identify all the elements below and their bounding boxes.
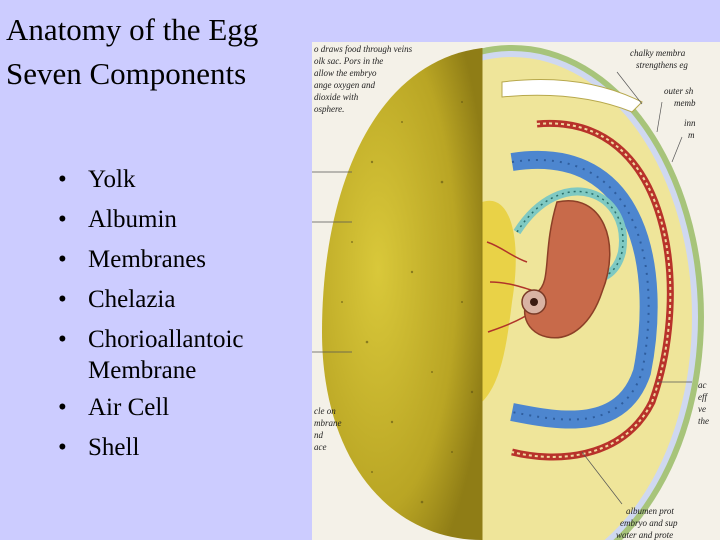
bottom-right-caption: albumen prot embryo and sup water and prote xyxy=(616,506,678,540)
list-item-text: Air Cell xyxy=(88,394,170,421)
slide-title xyxy=(6,8,258,96)
top-right-caption: chalky membra strengthens eg xyxy=(630,48,688,70)
list-item xyxy=(58,240,244,280)
embryo-pupil xyxy=(530,298,538,306)
list-item xyxy=(58,428,244,468)
left-caption-line: allow the embryo xyxy=(314,68,377,78)
list-item xyxy=(58,280,244,320)
list-item xyxy=(58,388,244,428)
list-item xyxy=(58,320,244,388)
list-item-text: Membranes xyxy=(88,246,207,273)
outer-shell-caption: outer sh memb xyxy=(664,86,696,108)
egg-diagram-photo xyxy=(312,42,720,540)
left-caption-line: ange oxygen and xyxy=(314,80,375,90)
left-caption-line: dioxide with xyxy=(314,92,359,102)
title-line-1: Anatomy of the Egg xyxy=(6,12,259,47)
mid-right-caption: ac eff ve the xyxy=(698,380,709,426)
egg-diagram xyxy=(312,42,720,540)
list-item xyxy=(58,160,244,200)
left-caption-line: olk sac. Pors in the xyxy=(314,56,384,66)
inner-membrane-caption: inn m xyxy=(684,118,696,140)
list-item-text-line2: Membrane xyxy=(88,357,197,384)
list-item xyxy=(58,200,244,240)
list-item-text: Albumin xyxy=(88,206,177,233)
left-caption-line: o draws food through veins xyxy=(314,44,413,54)
left-caption-line: osphere. xyxy=(314,104,345,114)
component-list xyxy=(58,160,244,468)
list-item-text: Yolk xyxy=(88,166,136,193)
list-item-text: Chorioallantoic xyxy=(88,326,244,353)
lower-left-caption: cle on mbrane nd ace xyxy=(314,406,342,452)
title-line-2: Seven Components xyxy=(6,56,247,91)
list-item-text: Chelazia xyxy=(88,286,176,313)
list-item-text: Shell xyxy=(88,434,140,461)
